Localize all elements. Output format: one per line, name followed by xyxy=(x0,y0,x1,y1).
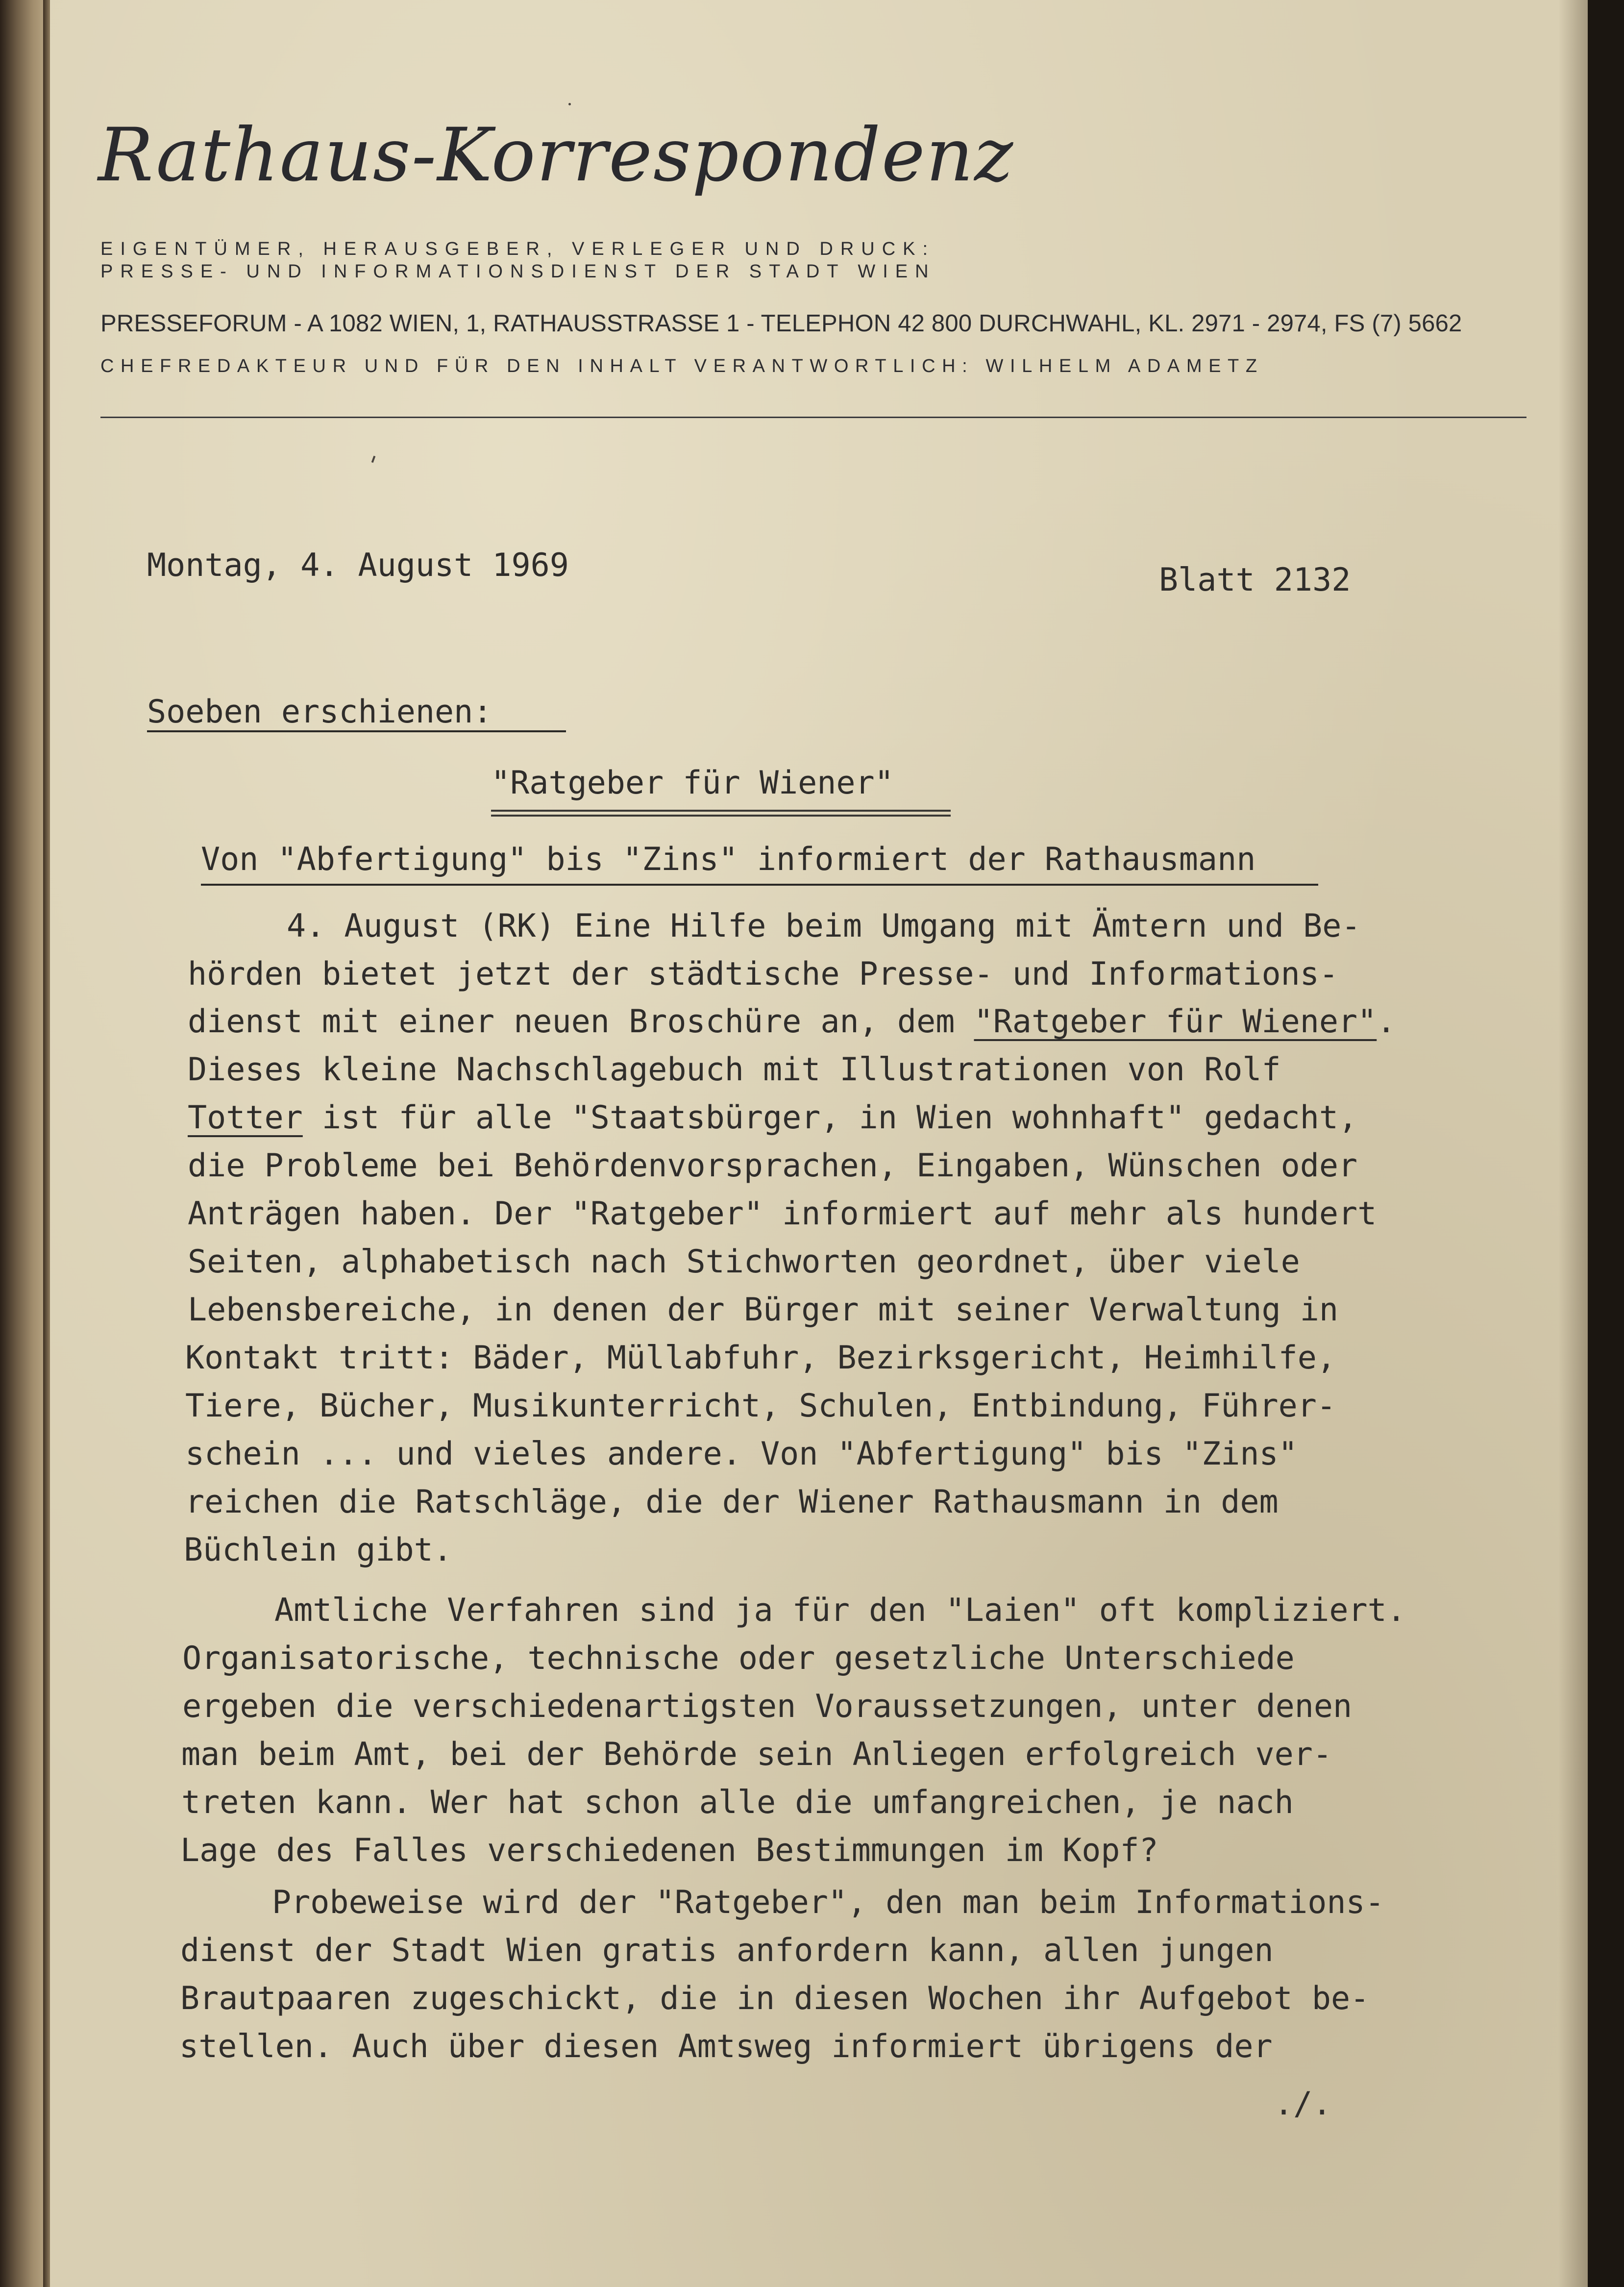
body-line: Kontakt tritt: Bäder, Müllabfuhr, Bezirksgericht, Heimhilfe, xyxy=(185,1340,1336,1376)
body-line: schein ... und vieles andere. Von "Abfertigung" bis "Zins" xyxy=(185,1436,1298,1472)
body-line: dienst mit einer neuen Broschüre an, dem "Ratgeber für Wiener". xyxy=(188,1003,1396,1040)
body-line: reichen die Ratschläge, die der Wiener Rathausmann in dem xyxy=(185,1484,1279,1520)
binding-spine xyxy=(0,0,47,2287)
body-line: Brautpaaren zugeschickt, die in diesen Wochen ihr Aufgebot be- xyxy=(180,1980,1370,2017)
letterhead-divider xyxy=(100,417,1526,418)
continuation-mark: ./. xyxy=(1274,2086,1332,2122)
body-line: hörden bietet jetzt der städtische Presse- und Informations- xyxy=(188,956,1338,993)
subtitle-underline xyxy=(201,884,1318,886)
article-kicker: Soeben erschienen: xyxy=(147,694,492,730)
ink-speck xyxy=(568,103,571,105)
body-line: Anträgen haben. Der "Ratgeber" informiert auf mehr als hundert xyxy=(188,1195,1377,1232)
publisher-line: EIGENTÜMER, HERAUSGEBER, VERLEGER UND DRUCK: xyxy=(100,239,935,259)
body-line: Seiten, alphabetisch nach Stichworten geordnet, über viele xyxy=(188,1243,1300,1280)
illustrator-name-emphasis: Totter xyxy=(188,1099,303,1136)
masthead-title: Rathaus-Korrespondenz xyxy=(98,113,1014,198)
title-double-underline xyxy=(491,810,951,817)
sheet-number: Blatt 2132 xyxy=(1159,562,1351,598)
body-line: Lage des Falles verschiedenen Bestimmungen im Kopf? xyxy=(180,1832,1158,1869)
body-line: 4. August (RK) Eine Hilfe beim Umgang mit Ämtern und Be- xyxy=(287,908,1361,945)
body-line: ergeben die verschiedenartigsten Voraussetzungen, unter denen xyxy=(182,1688,1353,1725)
body-line: Büchlein gibt. xyxy=(184,1532,452,1568)
address-line: PRESSEFORUM - A 1082 WIEN, 1, RATHAUSSTRASSE 1 - TELEPHON 42 800 DURCHWAHL, KL. 2971 - 2974, FS (7) 5662 xyxy=(100,310,1462,337)
body-line: Organisatorische, technische oder gesetzliche Unterschiede xyxy=(182,1640,1295,1677)
issue-date: Montag, 4. August 1969 xyxy=(147,547,569,584)
kicker-underline xyxy=(147,730,566,732)
body-line: stellen. Auch über diesen Amtsweg informiert übrigens der xyxy=(179,2028,1273,2065)
body-line: dienst der Stadt Wien gratis anfordern kann, allen jungen xyxy=(180,1932,1274,1969)
body-line: die Probleme bei Behördenvorsprachen, Eingaben, Wünschen oder xyxy=(188,1147,1358,1184)
binding-edge xyxy=(43,0,50,2287)
body-line: Probeweise wird der "Ratgeber", den man beim Informations- xyxy=(272,1884,1384,1921)
brochure-name-emphasis: "Ratgeber für Wiener" xyxy=(974,1003,1377,1040)
page-edge-shadow xyxy=(1558,0,1588,2287)
article-subtitle: Von "Abfertigung" bis "Zins" informiert der Rathausmann xyxy=(201,841,1256,878)
body-line: Tiere, Bücher, Musikunterricht, Schulen, Entbindung, Führer- xyxy=(185,1388,1336,1424)
article-title: "Ratgeber für Wiener" xyxy=(491,765,894,801)
body-line: man beim Amt, bei der Behörde sein Anliegen erfolgreich ver- xyxy=(181,1736,1332,1773)
body-line: treten kann. Wer hat schon alle die umfangreichen, je nach xyxy=(181,1784,1294,1821)
body-line: Amtliche Verfahren sind ja für den "Laien" oft kompliziert. xyxy=(274,1592,1406,1629)
publisher-line: PRESSE- UND INFORMATIONSDIENST DER STADT WIEN xyxy=(100,261,936,282)
body-line: Totter ist für alle "Staatsbürger, in Wien wohnhaft" gedacht, xyxy=(188,1099,1358,1136)
body-line: Dieses kleine Nachschlagebuch mit Illustrationen von Rolf xyxy=(188,1051,1281,1088)
body-line: Lebensbereiche, in denen der Bürger mit seiner Verwaltung in xyxy=(188,1292,1338,1328)
editor-line: CHEFREDAKTEUR UND FÜR DEN INHALT VERANTWORTLICH: WILHELM ADAMETZ xyxy=(100,356,1264,376)
